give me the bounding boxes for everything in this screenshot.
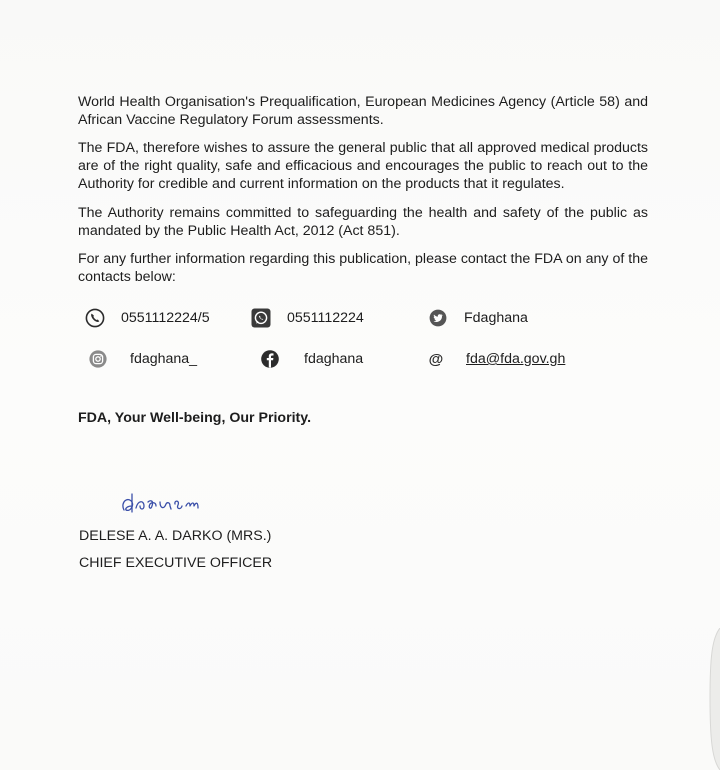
instagram-icon: [88, 349, 108, 369]
instagram-handle: fdaghana_: [130, 351, 198, 367]
email-link[interactable]: fda@fda.gov.gh: [466, 351, 566, 367]
facebook-icon: [260, 349, 280, 369]
paragraph-contact-intro: For any further information regarding this publication, please contact the FDA on any of the contacts below:: [78, 251, 648, 285]
at-sign-icon: [426, 349, 446, 369]
contact-instagram: [88, 349, 197, 369]
twitter-handle: Fdaghana: [464, 310, 528, 326]
paragraph-commitment: The Authority remains committed to safeguarding the health and safety of the public as mandated by the Public Health Act, 2012 (Act 851).: [78, 205, 648, 239]
signer-name: DELESE A. A. DARKO (MRS.): [79, 528, 272, 544]
facebook-handle: fdaghana: [304, 351, 364, 367]
twitter-icon: [428, 308, 448, 328]
paragraph-assessments: World Health Organisation's Prequalification, European Medicines Agency (Article 58) and African Vaccine Regulatory Forum assessments.: [78, 94, 648, 128]
whatsapp-icon: [251, 308, 271, 328]
paragraph-assurance: The FDA, therefore wishes to assure the general public that all approved medical products are of the right quality, safe and efficacious and encourages the public to reach out to the Authority for credible and current information on the products that it regulates.: [78, 140, 648, 192]
whatsapp-number: 0551112224: [287, 310, 364, 326]
phone-icon: [85, 308, 105, 328]
signer-title: CHIEF EXECUTIVE OFFICER: [79, 555, 273, 571]
slogan: FDA, Your Well-being, Our Priority.: [78, 410, 312, 426]
svg-text:@: @: [428, 351, 444, 368]
contact-twitter: [428, 308, 528, 328]
contact-email: [426, 349, 565, 369]
phone-number: 0551112224/5: [121, 310, 210, 326]
page-curl-decoration: [706, 628, 720, 770]
contact-phone: [85, 308, 210, 328]
signature: [118, 488, 228, 522]
contact-whatsapp: [251, 308, 364, 328]
contact-facebook: [260, 349, 363, 369]
